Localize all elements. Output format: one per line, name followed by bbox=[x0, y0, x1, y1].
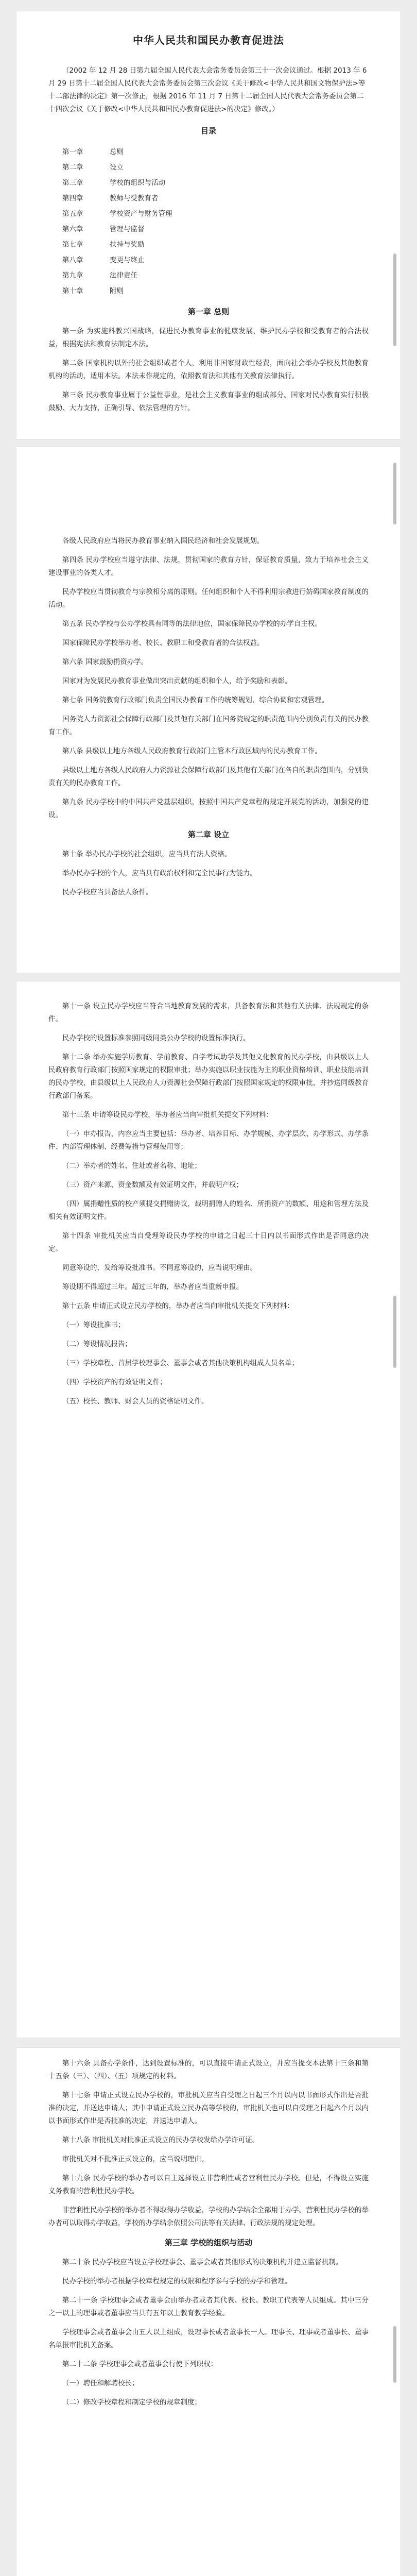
article-paragraph: 审批机关对不批准正式设立的，应当说明理由。 bbox=[62, 2155, 208, 2163]
toc-chapter-number: 第七章 bbox=[62, 241, 83, 249]
page-body bbox=[48, 1000, 369, 1408]
toc-chapter-number: 第三章 bbox=[62, 179, 83, 187]
article-paragraph: 第十八条 审批机关对批准正式设立的民办学校发给办学许可证。 bbox=[62, 2136, 259, 2144]
article-paragraph: 第一条 为实施科教兴国战略，促进民办教育事业的健康发展，维护民办学校和受教育者的合法权益，根据宪法和教育法制定本法。 bbox=[48, 327, 369, 348]
preface: （2002 年 12 月 28 日第九届全国人民代表大会常务委员会第三十一次会议通过。根据 2013 年 6 月 29 日第十二届全国人民代表大会常务委员会第三次会议《关于修改<中华人民共和国文物保护法>等十二部法律的决定》第一次修正，根据 2016 年 11 月 7 日第十二届全国人民代表大会常务委员会第二十四次会议《关于修改<中华人民共和国民办教育促进法>的决定》修改。） bbox=[48, 66, 367, 113]
article-paragraph: 第十九条 民办学校的举办者可以自主选择设立非营利性或者营利性民办学校。但是，不得设立实施义务教育的营利性民办学校。 bbox=[48, 2174, 369, 2195]
article-paragraph: 民办学校的举办者根据学校章程规定的权限和程序参与学校的办学和管理。 bbox=[62, 2277, 292, 2285]
article-paragraph: 第十五条 申请正式设立民办学校的，举办者应当向审批机关提交下列材料： bbox=[62, 1302, 294, 1310]
toc-item[interactable] bbox=[48, 144, 369, 160]
page-body bbox=[48, 535, 369, 822]
article-paragraph: 民办学校应当具备法人条件。 bbox=[62, 888, 153, 896]
toc-chapter-name: 总则 bbox=[110, 148, 124, 156]
toc-chapter-number: 第九章 bbox=[62, 272, 83, 280]
page-body bbox=[48, 2057, 369, 2230]
article-paragraph: 筹设期不得超过三年。超过三年的，举办者应当重新申报。 bbox=[62, 1283, 243, 1291]
article-paragraph: 第九条 民办学校中的中国共产党基层组织，按照中国共产党章程的规定开展党的活动，加强党的建设。 bbox=[48, 798, 369, 819]
table-of-contents bbox=[48, 144, 369, 299]
toc-chapter-number: 第一章 bbox=[62, 148, 83, 156]
article-paragraph: 民办学校应当贯彻教育与宗教相分离的原则。任何组织和个人不得利用宗教进行妨碍国家教育制度的活动。 bbox=[48, 588, 369, 609]
article-paragraph: （三）资产来源、资金数额及有效证明文件，并载明产权； bbox=[62, 1181, 243, 1189]
article-paragraph: 第十六条 具备办学条件，达到设置标准的，可以直接申请正式设立，并应当提交本法第十三条和第十五条（三）、（四）、（五）项规定的材料。 bbox=[48, 2059, 369, 2080]
article-paragraph: （一）聘任和解聘校长； bbox=[62, 2379, 139, 2387]
article-paragraph: 举办民办学校的个人，应当具有政治权利和完全民事行为能力。 bbox=[62, 869, 257, 877]
toc-chapter-name: 附则 bbox=[110, 287, 124, 295]
toc-chapter-number: 第五章 bbox=[62, 210, 83, 218]
scrollbar[interactable] bbox=[393, 1296, 396, 1368]
article-paragraph: 民办学校的设置标准参照同级同类公办学校的设置标准执行。 bbox=[62, 1034, 250, 1042]
article-paragraph: 第二十一条 学校理事会或者董事会由举办者或者其代表、校长、教职工代表等人员组成。其中三分之一以上的理事或者董事应当具有五年以上教育教学经验。 bbox=[48, 2296, 369, 2317]
page-body bbox=[48, 2256, 369, 2409]
article-paragraph: 第十七条 申请正式设立民办学校的，审批机关应当自受理之日起三个月以内以书面形式作出是否批准的决定，并送达申请人；其中申请正式设立民办高等学校的，审批机关也可以自受理之日起六个月以内以书面形式作出是否批准的决定，并送达申请人。 bbox=[48, 2091, 369, 2125]
document-page-3 bbox=[16, 981, 401, 2038]
page-body bbox=[48, 848, 369, 899]
document-page-1 bbox=[16, 11, 401, 439]
article-paragraph: 同意筹设的，发给筹设批准书。不同意筹设的，应当说明理由。 bbox=[62, 1264, 257, 1272]
toc-chapter-name: 设立 bbox=[110, 163, 124, 172]
article-paragraph: 第七条 国务院教育行政部门负责全国民办教育工作的统筹规划、综合协调和宏观管理。 bbox=[62, 696, 329, 704]
toc-item[interactable] bbox=[48, 191, 369, 206]
toc-chapter-name: 法律责任 bbox=[110, 272, 137, 280]
article-paragraph: 国务院人力资源社会保障行政部门及其他有关部门在国务院规定的职责范围内分别负责有关的民办教育工作。 bbox=[48, 715, 369, 736]
article-paragraph: 第十条 举办民办学校的社会组织，应当具有法人资格。 bbox=[62, 850, 232, 858]
toc-item[interactable] bbox=[48, 222, 369, 237]
article-paragraph: 非营利性民办学校的举办者不得取得办学收益，学校的办学结余全部用于办学。营利性民办学校的举办者可以取得办学收益，学校的办学结余依照公司法等有关法律、行政法规的规定处理。 bbox=[48, 2206, 369, 2227]
toc-chapter-number: 第四章 bbox=[62, 194, 83, 202]
article-paragraph: （二）举办者的姓名、住址或者名称、地址； bbox=[62, 1162, 201, 1170]
article-paragraph: 学校理事会或者董事会由五人以上组成，设理事长或者董事长一人。理事长、理事或者董事长、董事名单报审批机关备案。 bbox=[48, 2328, 369, 2349]
toc-item[interactable] bbox=[48, 175, 369, 191]
toc-title: 目录 bbox=[200, 126, 216, 135]
article-paragraph: 各级人民政府应当将民办教育事业纳入国民经济和社会发展规划。 bbox=[62, 537, 264, 545]
document-title: 中华人民共和国民办教育促进法 bbox=[133, 34, 284, 46]
article-paragraph: （三）学校章程、首届学校理事会、董事会或者其他决策机构组成人员名单； bbox=[62, 1359, 299, 1367]
page-body bbox=[48, 325, 369, 415]
toc-chapter-name: 变更与终止 bbox=[110, 256, 145, 264]
article-paragraph: （一）申办报告，内容应当主要包括：举办者、培养目标、办学规模、办学层次、办学形式、办学条件、内部管理体制、经费筹措与管理使用等； bbox=[48, 1130, 369, 1151]
article-paragraph: （四）属捐赠性质的校产须提交捐赠协议，载明捐赠人的姓名、所捐资产的数额、用途和管理方法及相关有效证明文件。 bbox=[48, 1200, 369, 1221]
chapter-heading: 第二章 设立 bbox=[187, 830, 230, 839]
scrollbar[interactable] bbox=[393, 463, 396, 524]
chapter-heading: 第一章 总则 bbox=[187, 307, 230, 316]
article-paragraph: 第二十二条 学校理事会或者董事会行使下列职权： bbox=[62, 2360, 218, 2368]
chapter-heading: 第三章 学校的组织与活动 bbox=[164, 2238, 253, 2247]
article-paragraph: 县级以上地方各级人民政府人力资源社会保障行政部门及其他有关部门在各自的职责范围内，分别负责有关的民办教育工作。 bbox=[48, 766, 369, 787]
toc-item[interactable] bbox=[48, 268, 369, 283]
toc-item[interactable] bbox=[48, 160, 369, 175]
article-paragraph: （一）筹设批准书； bbox=[62, 1321, 125, 1329]
toc-item[interactable] bbox=[48, 283, 369, 299]
toc-item[interactable] bbox=[48, 252, 369, 268]
article-paragraph: 第八条 县级以上地方各级人民政府教育行政部门主管本行政区域内的民办教育工作。 bbox=[62, 747, 322, 755]
toc-chapter-number: 第二章 bbox=[62, 163, 83, 172]
toc-chapter-name: 扶持与奖励 bbox=[110, 241, 145, 249]
toc-chapter-number: 第六章 bbox=[62, 225, 83, 233]
article-paragraph: （二）筹设情况报告； bbox=[62, 1340, 132, 1348]
document-page-4 bbox=[16, 2048, 401, 2576]
article-paragraph: 国家保障民办学校举办者、校长、教职工和受教育者的合法权益。 bbox=[62, 639, 264, 647]
article-paragraph: 第四条 民办学校应当遵守法律、法规，贯彻国家的教育方针，保证教育质量，致力于培养社会主义建设事业的各类人才。 bbox=[48, 556, 369, 577]
article-paragraph: 第二条 国家机构以外的社会组织或者个人，利用非国家财政性经费，面向社会举办学校及其他教育机构的活动，适用本法。本法未作规定的，依照教育法和其他有关教育法律执行。 bbox=[48, 359, 369, 380]
scrollbar[interactable] bbox=[393, 2326, 396, 2383]
toc-item[interactable] bbox=[48, 206, 369, 222]
document-page-2 bbox=[16, 447, 401, 973]
toc-item[interactable] bbox=[48, 237, 369, 252]
article-paragraph: （四）学校资产的有效证明文件； bbox=[62, 1378, 167, 1386]
article-paragraph: 第五条 民办学校与公办学校具有同等的法律地位，国家保障民办学校的办学自主权。 bbox=[62, 620, 322, 628]
toc-chapter-name: 教师与受教育者 bbox=[110, 194, 159, 202]
toc-chapter-number: 第八章 bbox=[62, 256, 83, 264]
scrollbar[interactable] bbox=[393, 253, 396, 346]
article-paragraph: 第六条 国家鼓励捐资办学。 bbox=[62, 658, 148, 666]
article-paragraph: 第三条 民办教育事业属于公益性事业，是社会主义教育事业的组成部分。国家对民办教育实行积极鼓励、大力支持、正确引导、依法管理的方针。 bbox=[48, 391, 369, 412]
article-paragraph: 第十二条 举办实施学历教育、学前教育、自学考试助学及其他文化教育的民办学校，由县级以上人民政府教育行政部门按照国家规定的权限审批；举办实施以职业技能为主的职业资格培训、职业技能培训的民办学校，由县级以上人民政府人力资源社会保障行政部门按照国家规定的权限审批，并抄送同级教育行政部门备案。 bbox=[48, 1053, 369, 1100]
toc-chapter-name: 管理与监督 bbox=[110, 225, 145, 233]
toc-chapter-name: 学校资产与财务管理 bbox=[110, 210, 172, 218]
article-paragraph: （五）校长、教师、财会人员的资格证明文件。 bbox=[62, 1397, 208, 1405]
toc-chapter-name: 学校的组织与活动 bbox=[110, 179, 165, 187]
toc-chapter-number: 第十章 bbox=[62, 287, 83, 295]
article-paragraph: （二）修改学校章程和制定学校的规章制度； bbox=[62, 2398, 201, 2406]
article-paragraph: 第十四条 审批机关应当自受理筹设民办学校的申请之日起三十日内以书面形式作出是否同意的决定。 bbox=[48, 1232, 369, 1253]
article-paragraph: 第十一条 设立民办学校应当符合当地教育发展的需求，具备教育法和其他有关法律、法规规定的条件。 bbox=[48, 1002, 369, 1023]
article-paragraph: 第二十条 民办学校应当设立学校理事会、董事会或者其他形式的决策机构并建立监督机制。 bbox=[62, 2258, 343, 2266]
article-paragraph: 第十三条 申请筹设民办学校，举办者应当向审批机关提交下列材料： bbox=[62, 1111, 273, 1119]
article-paragraph: 国家对为发展民办教育事业做出突出贡献的组织和个人，给予奖励和表彰。 bbox=[62, 677, 292, 685]
